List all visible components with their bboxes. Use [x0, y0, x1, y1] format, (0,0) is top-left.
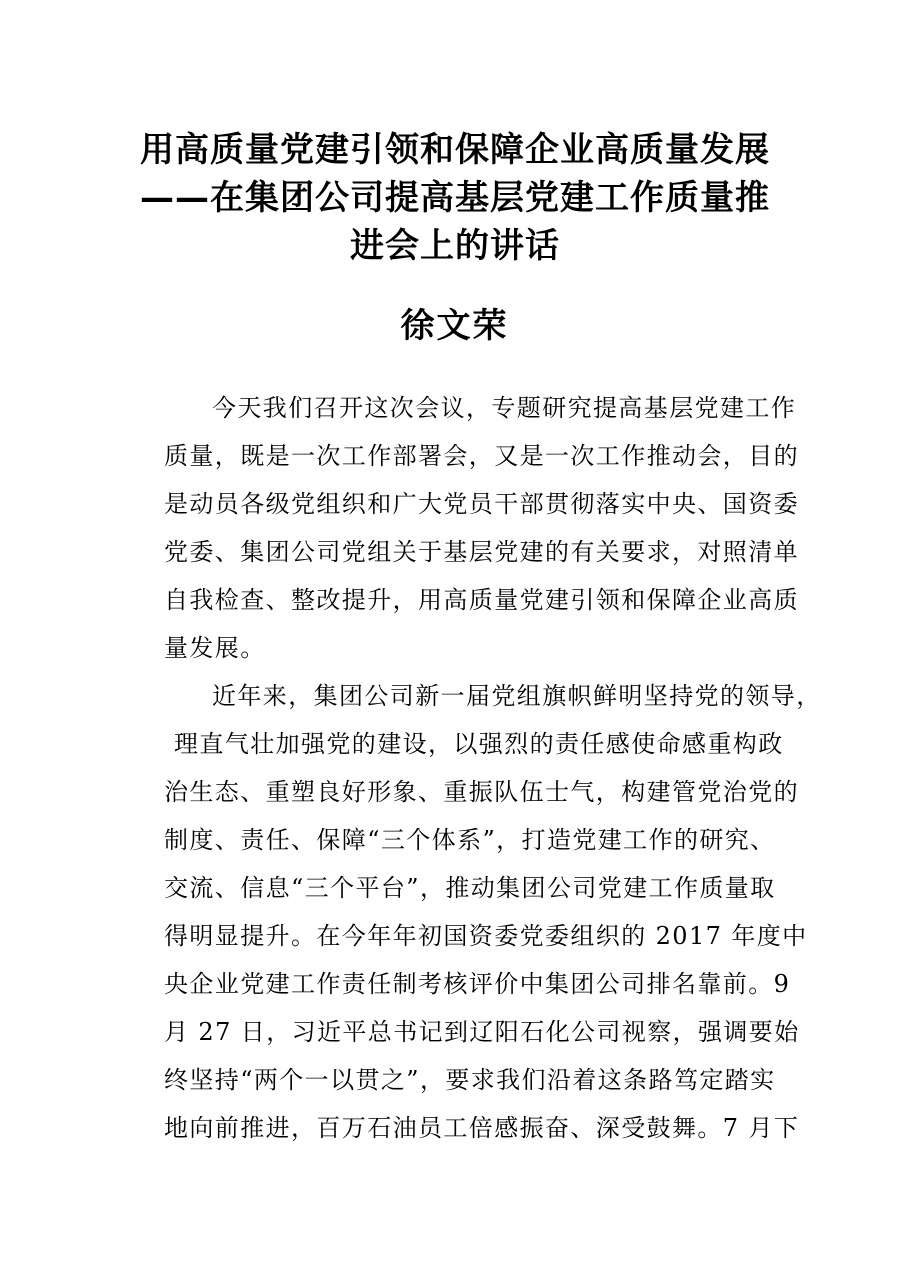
body-line: 央企业党建工作责任制考核评价中集团公司排名靠前。9	[164, 970, 791, 998]
body-line: 近年来，集团公司新一届党组旗帜鲜明坚持党的领导，	[212, 682, 822, 710]
author-name: 徐文荣	[400, 306, 509, 346]
body-line: 得明显提升。在今年年初国资委党委组织的 2017 年度中	[164, 922, 808, 950]
body-line: 党委、集团公司党组关于基层党建的有关要求，对照清单	[164, 538, 799, 566]
title-line-2: ——在集团公司提高基层党建工作质量推	[140, 178, 770, 218]
body-line: 终坚持“两个一以贯之”，要求我们沿着这条路笃定踏实	[164, 1066, 776, 1094]
body-line: 月 27 日，习近平总书记到辽阳石化公司视察，强调要始	[164, 1018, 800, 1046]
body-line: 今天我们召开这次会议，专题研究提高基层党建工作	[212, 394, 797, 422]
body-line: 治生态、重塑良好形象、重振队伍士气，构建管党治党的	[164, 778, 799, 806]
body-line: 量发展。	[164, 634, 266, 662]
body-line: 理直气壮加强党的建设，以强烈的责任感使命感重构政	[174, 730, 784, 758]
body-line: 是动员各级党组织和广大党员干部贯彻落实中央、国资委	[164, 490, 799, 518]
body-line: 地向前推进，百万石油员工倍感振奋、深受鼓舞。7 月下	[164, 1114, 800, 1142]
body-line: 自我检查、整改提升，用高质量党建引领和保障企业高质	[164, 586, 799, 614]
title-line-1: 用高质量党建引领和保障企业高质量发展	[140, 130, 770, 170]
body-line: 质量，既是一次工作部署会，又是一次工作推动会，目的	[164, 442, 799, 470]
body-line: 交流、信息“三个平台”，推动集团公司党建工作质量取	[164, 874, 776, 902]
title-line-3: 进会上的讲话	[350, 226, 560, 266]
body-line: 制度、责任、保障“三个体系”，打造党建工作的研究、	[164, 826, 776, 854]
